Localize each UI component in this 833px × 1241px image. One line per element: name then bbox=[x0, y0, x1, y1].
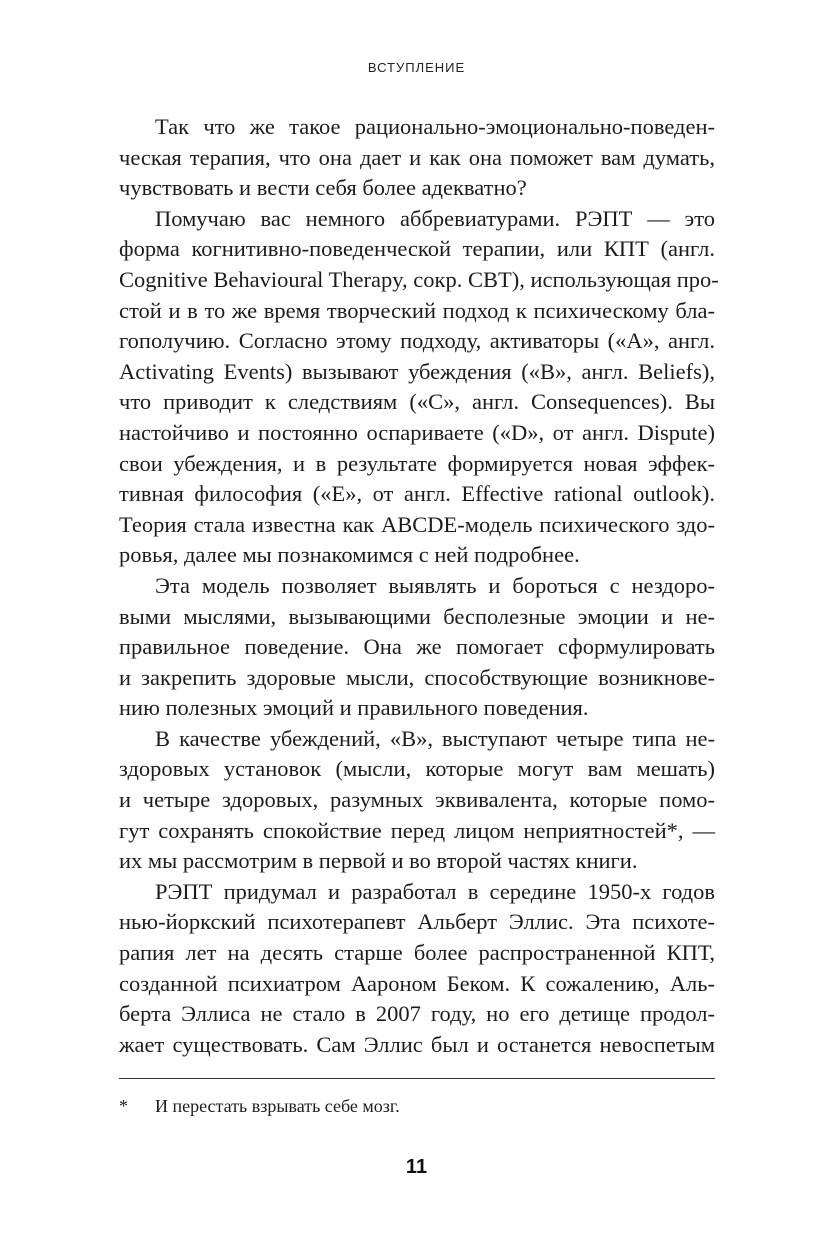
footnote-divider bbox=[119, 1078, 715, 1079]
page-number: 11 bbox=[405, 1156, 428, 1178]
footnote-text: И перестать взрывать себе мозг. bbox=[155, 1096, 400, 1116]
paragraph bbox=[119, 877, 715, 1061]
text-line: нию полезных эмоций и правильного поведения. bbox=[119, 695, 589, 721]
text-line: жает существовать. Сам Эллис был и останется невоспетым bbox=[119, 1031, 715, 1057]
paragraph bbox=[119, 724, 715, 877]
paragraph bbox=[119, 204, 719, 571]
text-line: и четыре здоровых, разумных эквивалента, которые помо- bbox=[119, 787, 715, 813]
footnote bbox=[119, 1094, 715, 1118]
text-line: тивная философия («E», от англ. Effective rational outlook). bbox=[119, 481, 715, 507]
text-line: выми мыслями, вызывающими бесполезные эмоции и не- bbox=[119, 603, 715, 629]
text-line: настойчиво и постоянно оспариваете («D», от англ. Dispute) bbox=[119, 419, 715, 445]
text-line: их мы рассмотрим в первой и во второй частях книги. bbox=[119, 848, 638, 874]
text-line: ческая терапия, что она дает и как она поможет вам думать, bbox=[119, 144, 715, 170]
text-line: здоровых установок (мысли, которые могут вам мешать) bbox=[119, 756, 715, 782]
text-line: и закрепить здоровые мысли, способствующие возникнове- bbox=[119, 664, 715, 690]
text-line: Activating Events) вызывают убеждения («B», англ. Beliefs), bbox=[119, 358, 715, 384]
main-text bbox=[119, 112, 719, 1060]
text-line: берта Эллиса не стало в 2007 году, но его детище продол- bbox=[119, 1001, 715, 1027]
text-line: ровья, далее мы познакомимся с ней подробнее. bbox=[119, 542, 580, 568]
footnote-marker: * bbox=[119, 1096, 128, 1116]
paragraph bbox=[119, 571, 715, 724]
text-line: созданной психиатром Аароном Беком. К сожалению, Аль- bbox=[119, 970, 715, 996]
paragraph bbox=[119, 112, 715, 204]
text-line: гополучию. Согласно этому подходу, активаторы («A», англ. bbox=[119, 328, 715, 354]
text-line: Cognitive Behavioural Therapy, сокр. CBT), использующая про- bbox=[119, 266, 719, 292]
text-line: чувствовать и вести себя более адекватно? bbox=[119, 175, 527, 201]
text-line: Теория стала известна как ABCDE-модель психического здо- bbox=[119, 511, 715, 537]
text-line: что приводит к следствиям («C», англ. Consequences). Вы bbox=[119, 389, 715, 415]
text-line: РЭПТ придумал и разработал в середине 1950-х годов bbox=[155, 878, 715, 904]
text-line: Помучаю вас немного аббревиатурами. РЭПТ — это bbox=[155, 205, 715, 231]
text-line: В качестве убеждений, «B», выступают четыре типа не- bbox=[155, 725, 715, 751]
text-line: рапия лет на десять старше более распространенной КПТ, bbox=[119, 940, 715, 966]
text-line: правильное поведение. Она же помогает сформулировать bbox=[119, 634, 715, 660]
text-line: форма когнитивно-поведенческой терапии, или КПТ (англ. bbox=[119, 236, 715, 262]
text-line: Так что же такое рационально-эмоционально-поведен- bbox=[155, 114, 715, 139]
text-line: свои убеждения, и в результате формируется новая эффек- bbox=[119, 450, 715, 476]
running-head: ВСТУПЛЕНИЕ bbox=[367, 60, 466, 75]
text-line: стой и в то же время творческий подход к психическому бла- bbox=[119, 297, 715, 323]
text-line: Эта модель позволяет выявлять и бороться с нездоро- bbox=[155, 572, 715, 598]
text-line: гут сохранять спокойствие перед лицом неприятностей*, — bbox=[119, 817, 715, 843]
text-line: нью-йоркский психотерапевт Альберт Эллис. Эта психоте- bbox=[119, 909, 715, 935]
